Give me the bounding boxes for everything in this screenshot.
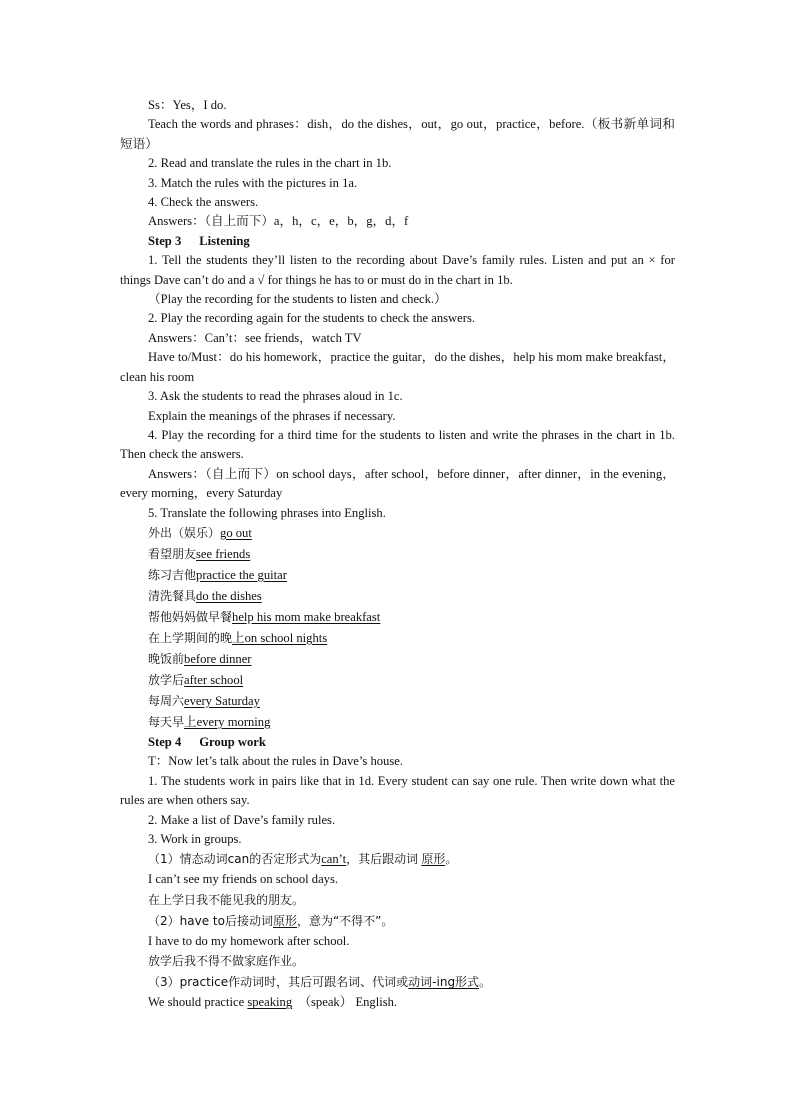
grammar-text: 。 (445, 852, 458, 867)
text-line: Ss：Yes，I do. (148, 98, 227, 112)
text-line: 2. Play the recording again for the students to check the answers. (148, 311, 475, 326)
translation-item (120, 607, 675, 628)
text-line: Have to/Must：do his homework，practice the guitar，do the dishes，help his mom make breakfast，clean his room (120, 350, 675, 384)
translation-item (120, 544, 675, 565)
text-line: 1. The students work in pairs like that in 1d. Every student can say one rule. Then write down what the rules are when others say. (120, 773, 675, 808)
translation-item (120, 712, 675, 733)
chinese-phrase: 在上学期间的晚 (148, 630, 233, 645)
grammar-text: （2）have to后接动词 (148, 913, 273, 928)
example-translation: 在上学日我不能见我的朋友。 (148, 892, 305, 907)
text-line: 1. Tell the students they’ll listen to the recording about Dave’s family rules. Listen and put an × for things Dave can’t do and a √ for things he has to or must do in the chart in 1b. (120, 253, 675, 287)
translation-item (120, 565, 675, 586)
text-line: 3. Ask the students to read the phrases aloud in 1c. (148, 389, 403, 404)
text-line: 4. Play the recording for a third time for the students to listen and write the phrases in the chart in 1b. Then check the answers. (120, 427, 675, 462)
chinese-phrase: 每周六 (148, 693, 185, 708)
grammar-text: ，其后跟动词 (346, 852, 419, 867)
text-line: Answers：（自上而下）a，h，c，e，b，g，d，f (148, 214, 409, 229)
translation-item (120, 523, 675, 544)
grammar-text: （3）practice作动词时，其后可跟名词、代词或 (148, 975, 409, 990)
grammar-text: 。 (479, 975, 492, 990)
translation-item (120, 670, 675, 691)
text-line: Explain the meanings of the phrases if necessary. (148, 408, 396, 423)
text-line: 3. Match the rules with the pictures in 1a. (148, 175, 358, 190)
example-sentence: I have to do my homework after school. (148, 933, 350, 948)
sentence-text: We should practice (148, 995, 248, 1010)
translation-item (120, 649, 675, 670)
sentence-text: （speak） English. (298, 995, 398, 1010)
blank-answer: 原形 (272, 913, 297, 928)
text-line: T：Now let’s talk about the rules in Dave’s house. (148, 754, 403, 769)
chinese-phrase: 练习吉他 (148, 567, 197, 582)
step4-title: Group work (199, 734, 266, 749)
chinese-phrase: 每天早 (148, 714, 185, 729)
text-line: 3. Work in groups. (148, 831, 242, 846)
grammar-note-3 (120, 972, 675, 993)
translation-item (120, 586, 675, 607)
text-line: 2. Read and translate the rules in the chart in 1b. (148, 156, 392, 171)
chinese-phrase: 晚饭前 (148, 651, 185, 666)
example-sentence (120, 993, 675, 1012)
english-answer: do the dishes (196, 588, 262, 603)
text-line: （Play the recording for the students to listen and check.） (148, 292, 447, 307)
text-line: 5. Translate the following phrases into English. (148, 505, 386, 520)
text-line: 4. Check the answers. (148, 195, 259, 210)
english-answer: 上on school nights (232, 630, 328, 645)
step4-heading (120, 733, 675, 752)
blank-answer: 原形 (421, 852, 446, 867)
blank-answer: can’t (321, 852, 347, 867)
grammar-text: （1）情态动词can的否定形式为 (148, 852, 322, 867)
english-answer: after school (184, 672, 244, 687)
step3-number: Step 3 (148, 233, 182, 248)
step3-heading (120, 232, 675, 251)
english-answer: see friends (196, 546, 251, 561)
chinese-phrase: 帮他妈妈做早餐 (148, 609, 233, 624)
english-answer: go out (220, 525, 252, 540)
document-page (120, 96, 675, 1013)
text-line: Answers：（自上而下）on school days，after school，before dinner，after dinner，in the evening，every morning，every Saturday (120, 466, 675, 501)
chinese-phrase: 放学后 (148, 672, 185, 687)
english-answer: every Saturday (184, 693, 260, 708)
text-line: 2. Make a list of Dave’s family rules. (148, 812, 336, 827)
translation-item (120, 691, 675, 712)
step3-title: Listening (199, 233, 250, 248)
blank-answer: 动词-ing形式 (408, 975, 480, 990)
chinese-phrase: 清洗餐具 (148, 588, 197, 603)
example-sentence: I can’t see my friends on school days. (148, 872, 339, 887)
translation-list (120, 523, 675, 733)
english-answer: help his mom make breakfast (232, 609, 381, 624)
step4-number: Step 4 (148, 734, 182, 749)
english-answer: before dinner (184, 651, 252, 666)
grammar-note-1 (120, 849, 675, 870)
chinese-phrase: 外出（娱乐） (148, 525, 221, 540)
grammar-note-2 (120, 911, 675, 932)
example-translation: 放学后我不得不做家庭作业。 (148, 954, 305, 969)
grammar-text: ，意为“不得不”。 (296, 913, 394, 928)
translation-item (120, 628, 675, 649)
blank-answer: speaking (247, 995, 293, 1010)
english-answer: practice the guitar (196, 567, 287, 582)
english-answer: 上every morning (184, 714, 271, 729)
text-line: Answers：Can’t：see friends，watch TV (148, 330, 362, 345)
text-line: Teach the words and phrases：dish，do the dishes，out，go out，practice，before.（板书新单词和短语） (120, 117, 675, 151)
chinese-phrase: 看望朋友 (148, 546, 197, 561)
